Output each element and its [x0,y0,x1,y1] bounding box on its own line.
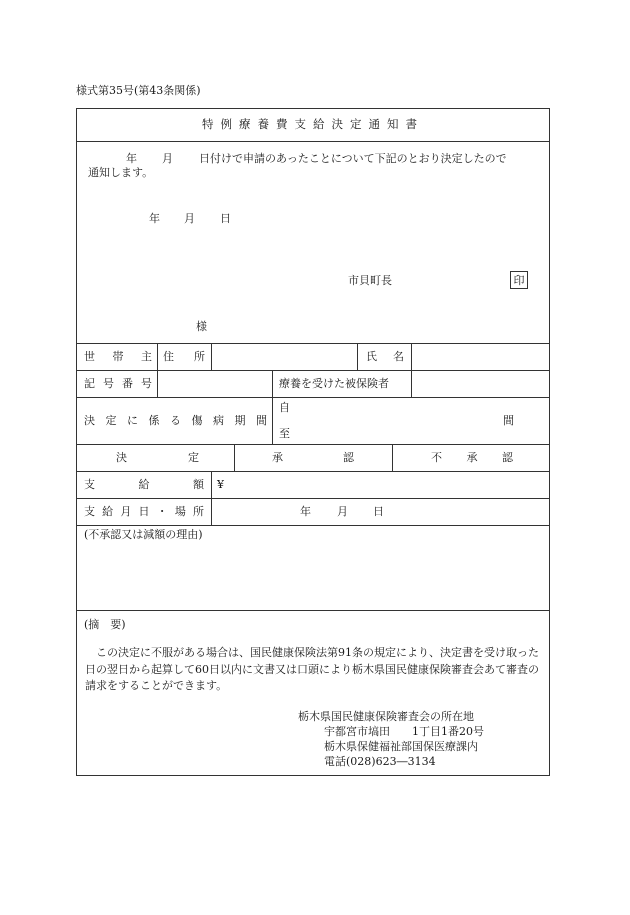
office-title: 栃木県国民健康保険審査会の所在地 [298,710,474,723]
insured-label: 療養を受けた被保険者 [279,377,389,390]
householder-label: 世帯主 [84,350,152,363]
divider [76,610,550,611]
pay-date-place-label: 支給月日・場所 [84,505,204,518]
divider [211,343,212,370]
issuer-label [348,275,392,286]
period-to: 至 [279,427,290,440]
pay-day: 日 [373,505,384,518]
amount-label: 支給額 [84,478,204,491]
date-year: 年 [149,212,160,225]
document-title: 特例療養費支給決定通知書 [202,117,424,131]
divider [357,343,358,370]
divider [411,343,412,397]
office-phone: 電話(028)623―3134 [324,755,436,768]
date-month: 月 [184,212,195,225]
pay-year: 年 [300,505,311,518]
intro-month: 月 [162,152,173,165]
intro-year: 年 [126,152,137,165]
divider [157,343,158,370]
approved-label: 承認 [272,451,354,464]
form-number-label: 様式第35号(第43条関係) [76,84,201,97]
summary-label: (摘 要) [84,618,126,631]
intro-text-line2: 通知します。 [88,166,154,179]
name-label: 氏名 [366,350,404,363]
divider [157,370,158,397]
reason-label: (不承認又は減額の理由) [84,528,203,541]
decision-label: 決定 [116,451,199,464]
office-address-2: 栃木県保健福祉部国保医療課内 [324,740,478,753]
period-unit: 間 [503,414,514,427]
symbol-number-label: 記号番号 [84,377,152,390]
divider [234,444,235,471]
yen-sign: ¥ [217,478,224,491]
not-approved-label: 不承認 [431,451,513,464]
divider [76,525,550,526]
date-day: 日 [220,212,231,225]
appeal-notice: この決定に不服がある場合は、国民健康保険法第91条の規定により、決定書を受け取った日の翌日から起算して60日以内に文書又は口頭により栃木県国民健康保険審査会あて審査の請求をすることができます。 [85,646,539,692]
seal-box: 印 [510,271,528,289]
divider [76,397,550,398]
decision-period-label: 決定に係る傷病期間 [84,414,267,427]
divider [76,444,550,445]
issuer-prefix: 市 [348,274,359,287]
divider [76,370,550,371]
recipient-suffix: 様 [196,320,207,333]
divider [211,471,212,525]
office-address-1: 宇都宮市塙田 1丁目1番20号 [324,725,484,738]
issuer-suffix: 長 [381,274,392,287]
intro-text: 日付けで申請のあったことについて下記のとおり決定したので [199,152,507,165]
period-from: 自 [279,401,290,414]
address-label: 住所 [163,350,205,363]
divider [392,444,393,471]
issuer-extra: 貝町 [359,274,381,287]
divider [76,141,550,142]
divider [272,370,273,444]
divider [76,343,550,344]
divider [76,498,550,499]
divider [76,471,550,472]
pay-month: 月 [337,505,348,518]
